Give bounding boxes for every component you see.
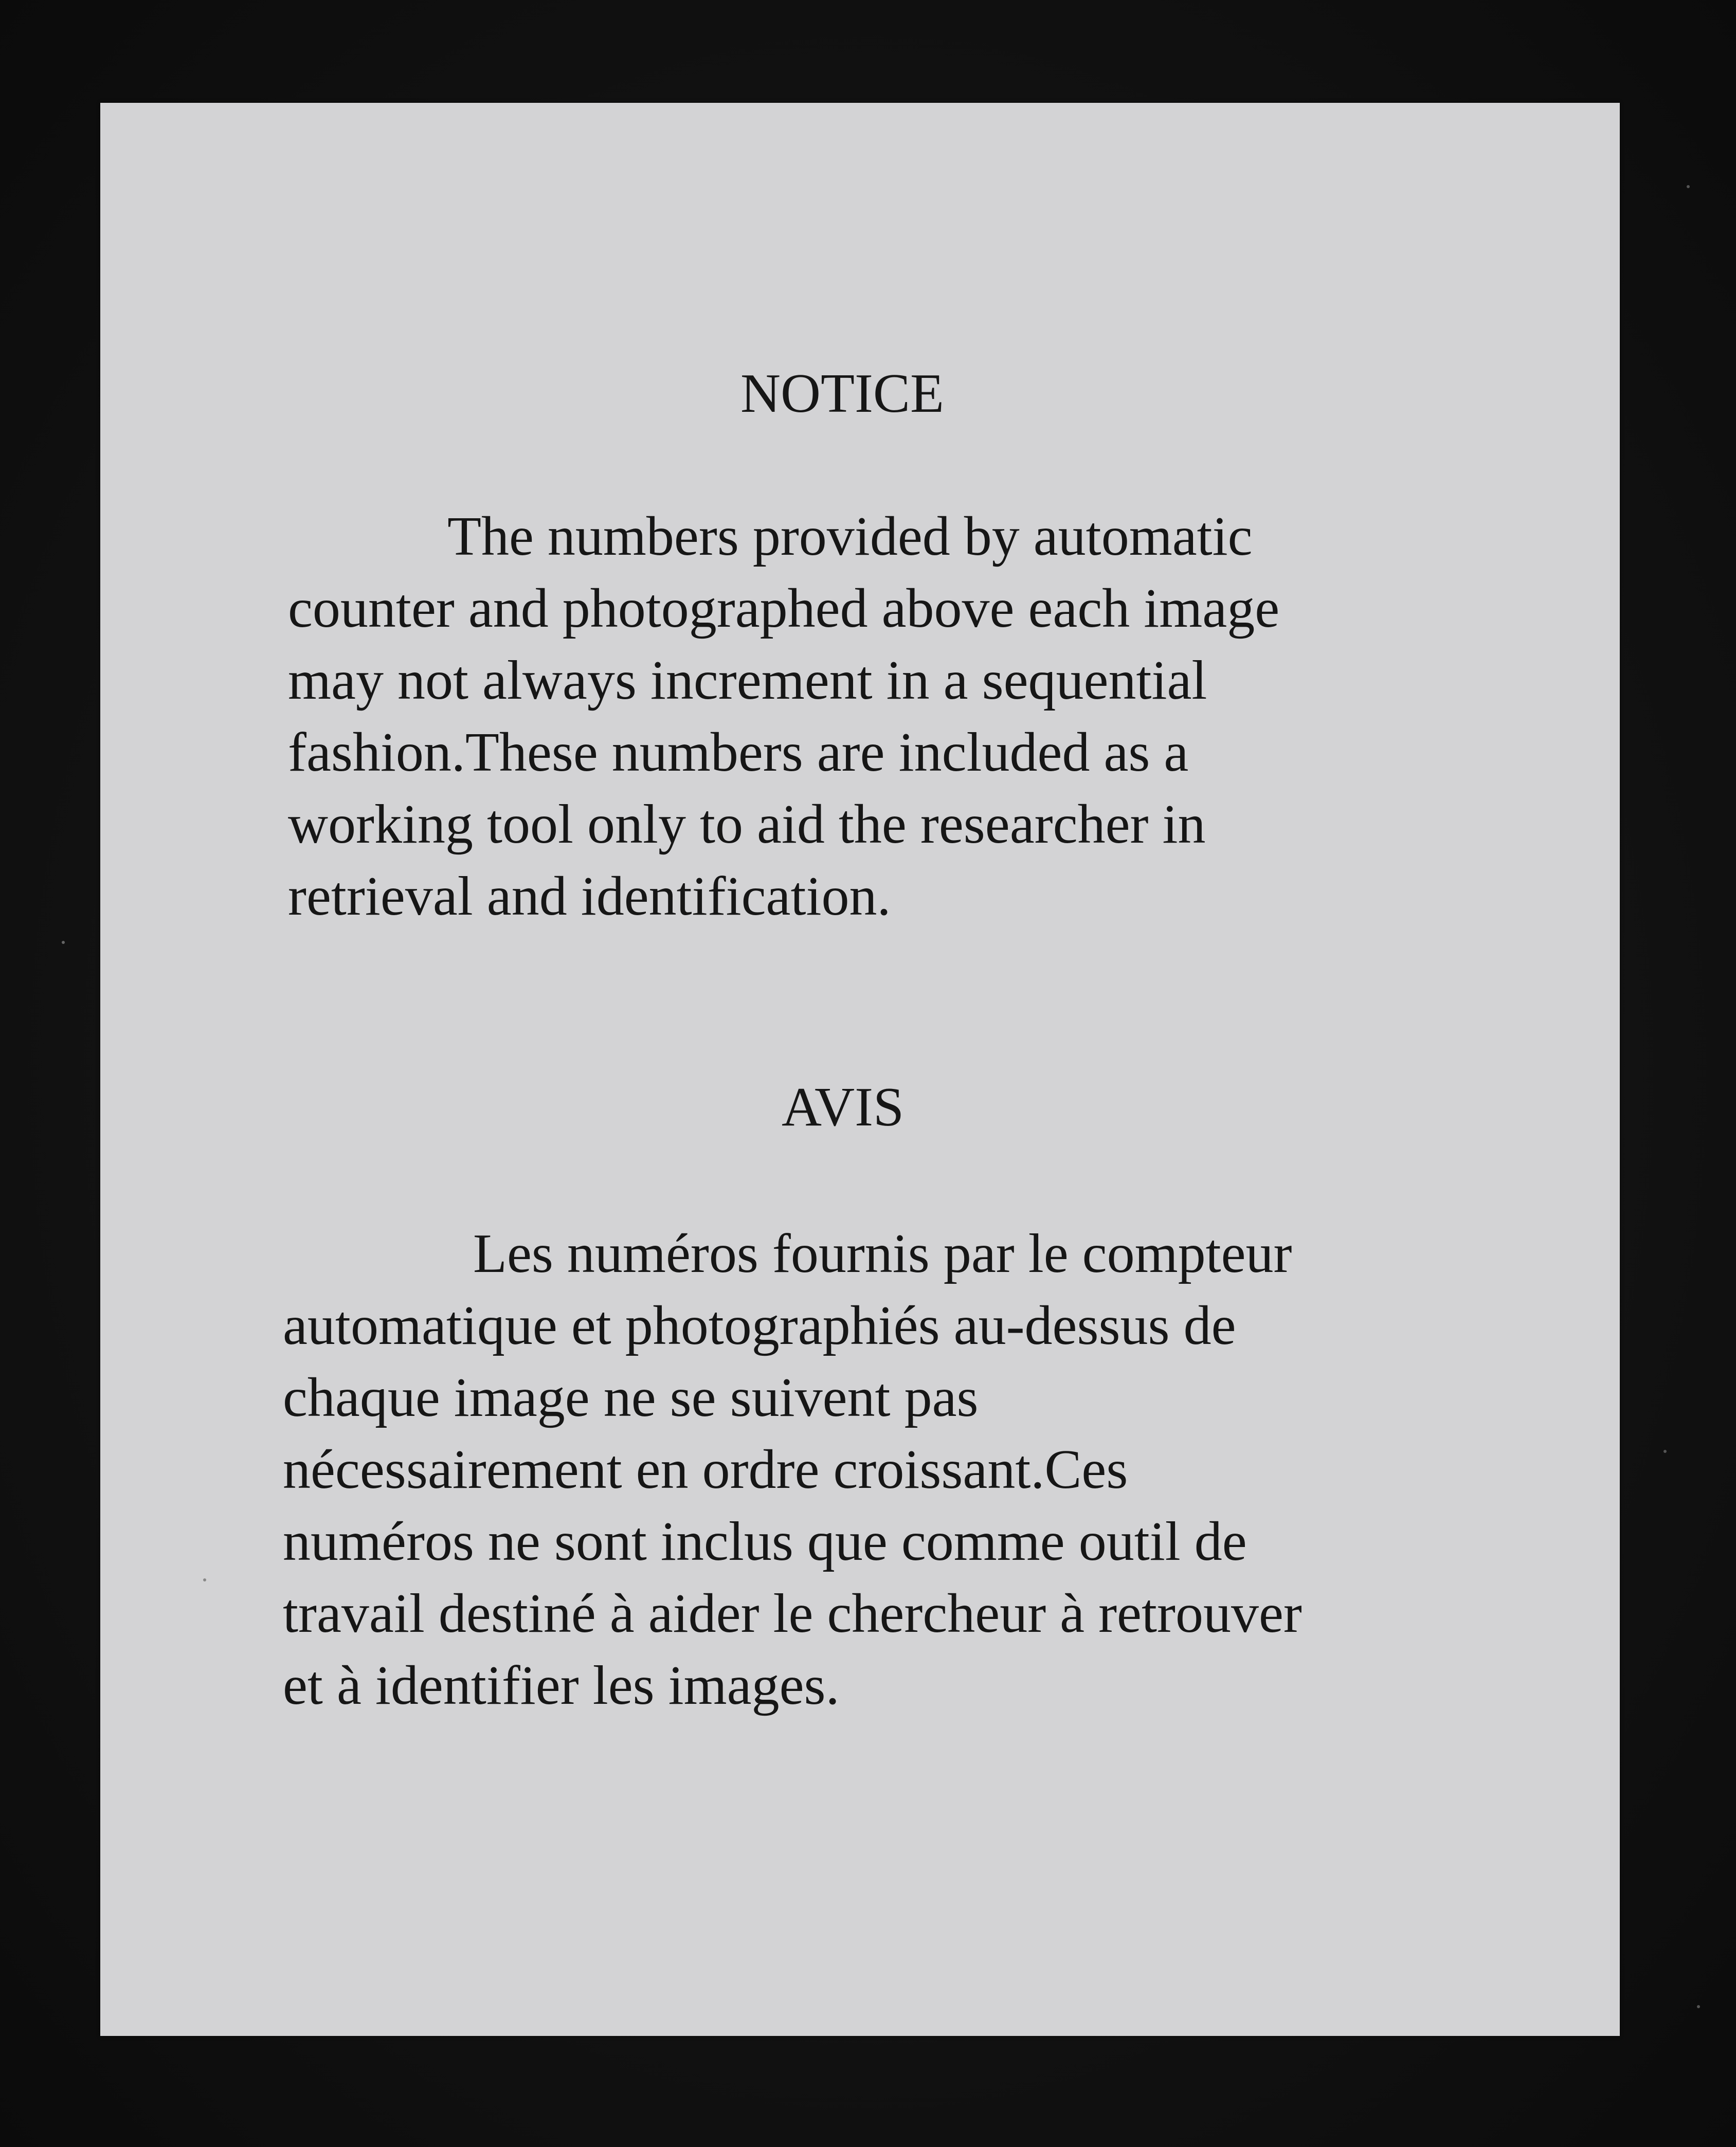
avis-line-4: nécessairement en ordre croissant.Ces xyxy=(283,1439,1128,1500)
avis-line-2: automatique et photographiés au-dessus de xyxy=(283,1295,1236,1356)
dust-speck xyxy=(1697,2005,1700,2008)
avis-line-7: et à identifier les images. xyxy=(283,1655,840,1716)
notice-line-5: working tool only to aid the researcher in xyxy=(288,794,1206,855)
avis-line-5: numéros ne sont inclus que comme outil de xyxy=(283,1511,1247,1572)
notice-line-3: may not always increment in a sequential xyxy=(288,650,1207,711)
dust-speck xyxy=(1687,185,1690,188)
dust-speck xyxy=(62,941,65,944)
avis-line-1: Les numéros fournis par le compteur xyxy=(473,1223,1292,1284)
avis-line-3: chaque image ne se suivent pas xyxy=(283,1367,979,1428)
notice-line-4: fashion.These numbers are included as a xyxy=(288,722,1189,783)
avis-heading: AVIS xyxy=(782,1077,905,1138)
dust-speck xyxy=(203,1578,206,1581)
notice-line-1: The numbers provided by automatic xyxy=(447,506,1253,567)
notice-line-6: retrieval and identification. xyxy=(288,866,891,927)
dust-speck xyxy=(1663,1450,1667,1453)
avis-line-6: travail destiné à aider le chercheur à retrouver xyxy=(283,1583,1302,1644)
notice-line-2: counter and photographed above each image xyxy=(288,578,1280,639)
notice-heading: NOTICE xyxy=(740,363,944,424)
